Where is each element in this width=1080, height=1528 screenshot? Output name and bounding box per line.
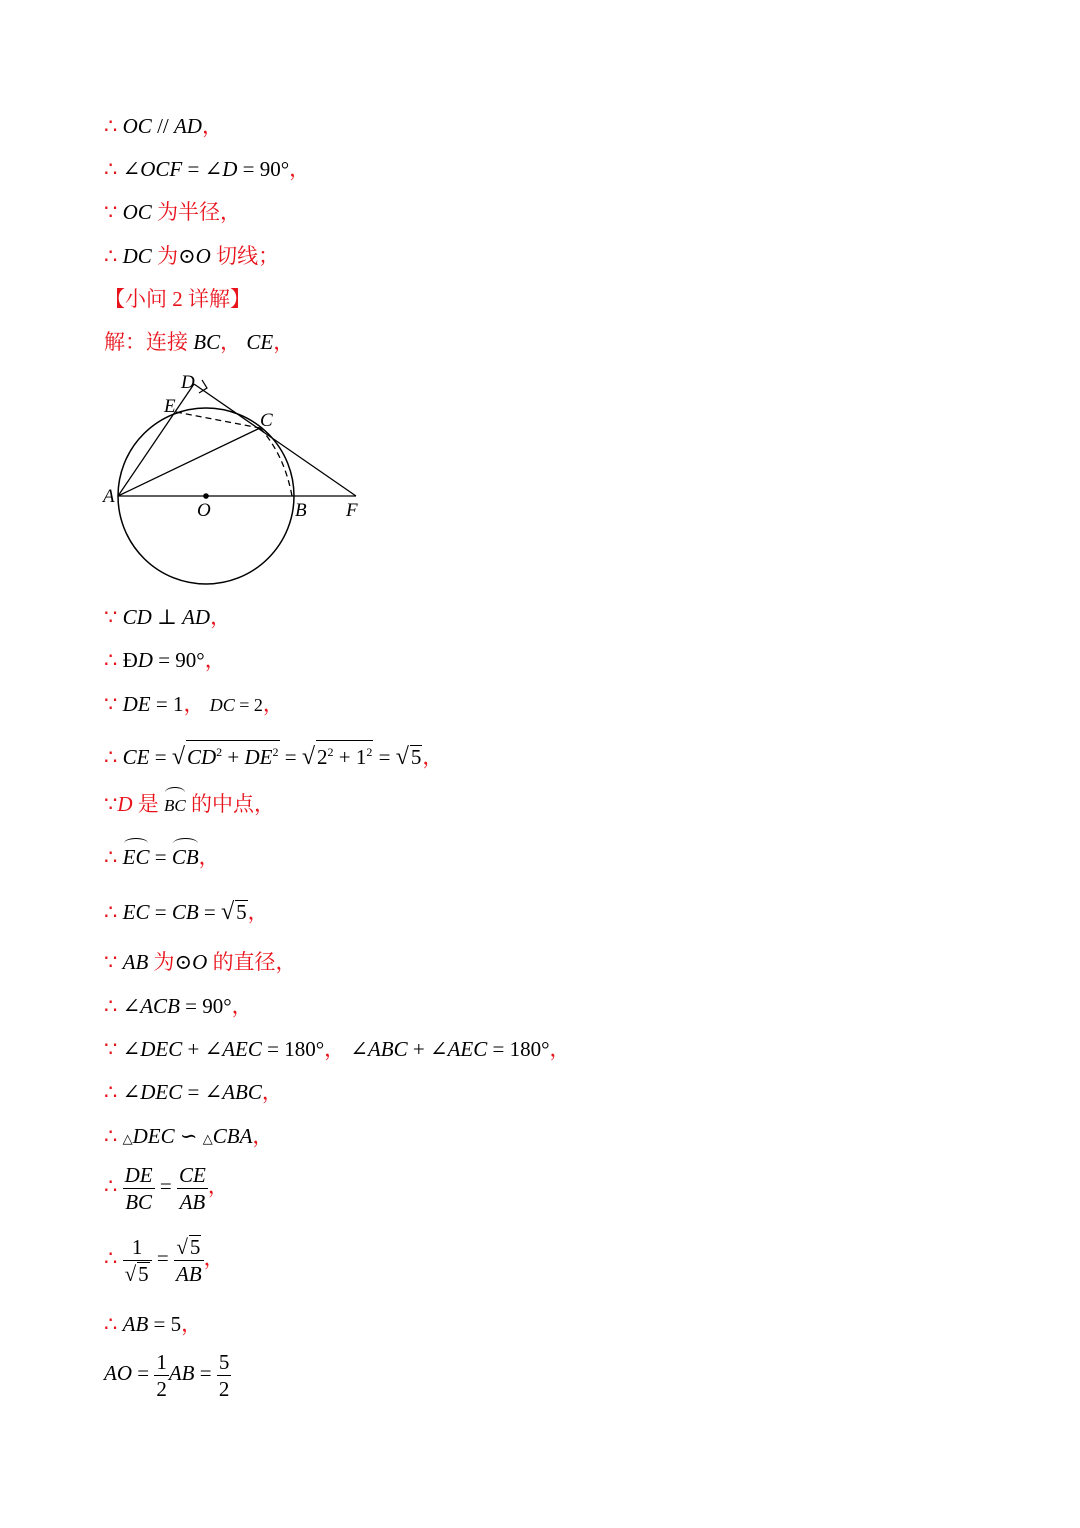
label-c: C [260,410,273,431]
line-de-dc: ∵ DE = 1， DC = 2， [104,692,284,716]
line-connect-bc-ce: 解：连接 BC， CE， [104,330,295,354]
line-d-90: ∴ ÐD = 90°， [104,648,226,672]
label-d: D [181,372,195,393]
line-oc-parallel-ad: ∴ OC // AD， [104,114,223,138]
section-heading: 【小问 2 详解】 [104,287,251,311]
line-ce-value: ∴ CE = $√CD^2 + DE^2 = √2^2 + 1^2 = √5$， [104,740,443,771]
line-ec-cb-value: ∴ EC = CB = √5， [104,899,269,925]
label-b: B [295,500,307,521]
line-d-midpoint: ∵D 是 BC 的中点， [104,790,275,820]
line-df [194,384,356,496]
line-ad [118,384,194,496]
line-acb-90: ∴ ∠ACB = 90°， [104,994,253,1018]
line-similar-triangles: ∴ △DEC ∽ △CBA， [104,1124,274,1148]
line-dc-tangent: ∴ DC 为⊙O 切线； [104,244,280,268]
line-oc-radius: ∵ OC 为半径， [104,200,242,224]
geometry-diagram [98,370,368,592]
line-arc-ec-cb: ∴ EC = CB， [104,845,220,869]
line-ratio-values: ∴ $\frac{1}{√5}$ = $\frac{√5}{AB}$ ， [104,1234,225,1286]
line-ab-5: ∴ AB = 5， [104,1312,203,1336]
line-cd-perp-ad: ∵ CD ⊥ AD， [104,605,232,629]
line-ratio: ∴ $\frac{DE}{BC}$ = $\frac{CE}{AB}$ ， [104,1162,229,1214]
label-a: A [103,486,115,507]
line-dec-eq-abc: ∴ ∠DEC = ∠ABC， [104,1080,283,1104]
right-angle-mark [199,380,207,393]
line-ab-diameter: ∵ AB 为⊙O 的直径， [104,950,297,974]
label-o: O [197,500,211,521]
line-ao-value: AO = $\frac{1}{2}$ AB = $\frac{5}{2}$ [104,1349,230,1401]
line-ec-dashed [176,412,260,428]
line-angle-ocf: ∴ ∠OCF = ∠D = 90°， [104,157,311,181]
label-e: E [164,396,176,417]
center-point-o [203,493,209,499]
line-angle-sums: ∵ ∠DEC + ∠AEC = 180°， ∠ABC + ∠AEC = 180°， [104,1037,571,1061]
label-f: F [346,500,358,521]
